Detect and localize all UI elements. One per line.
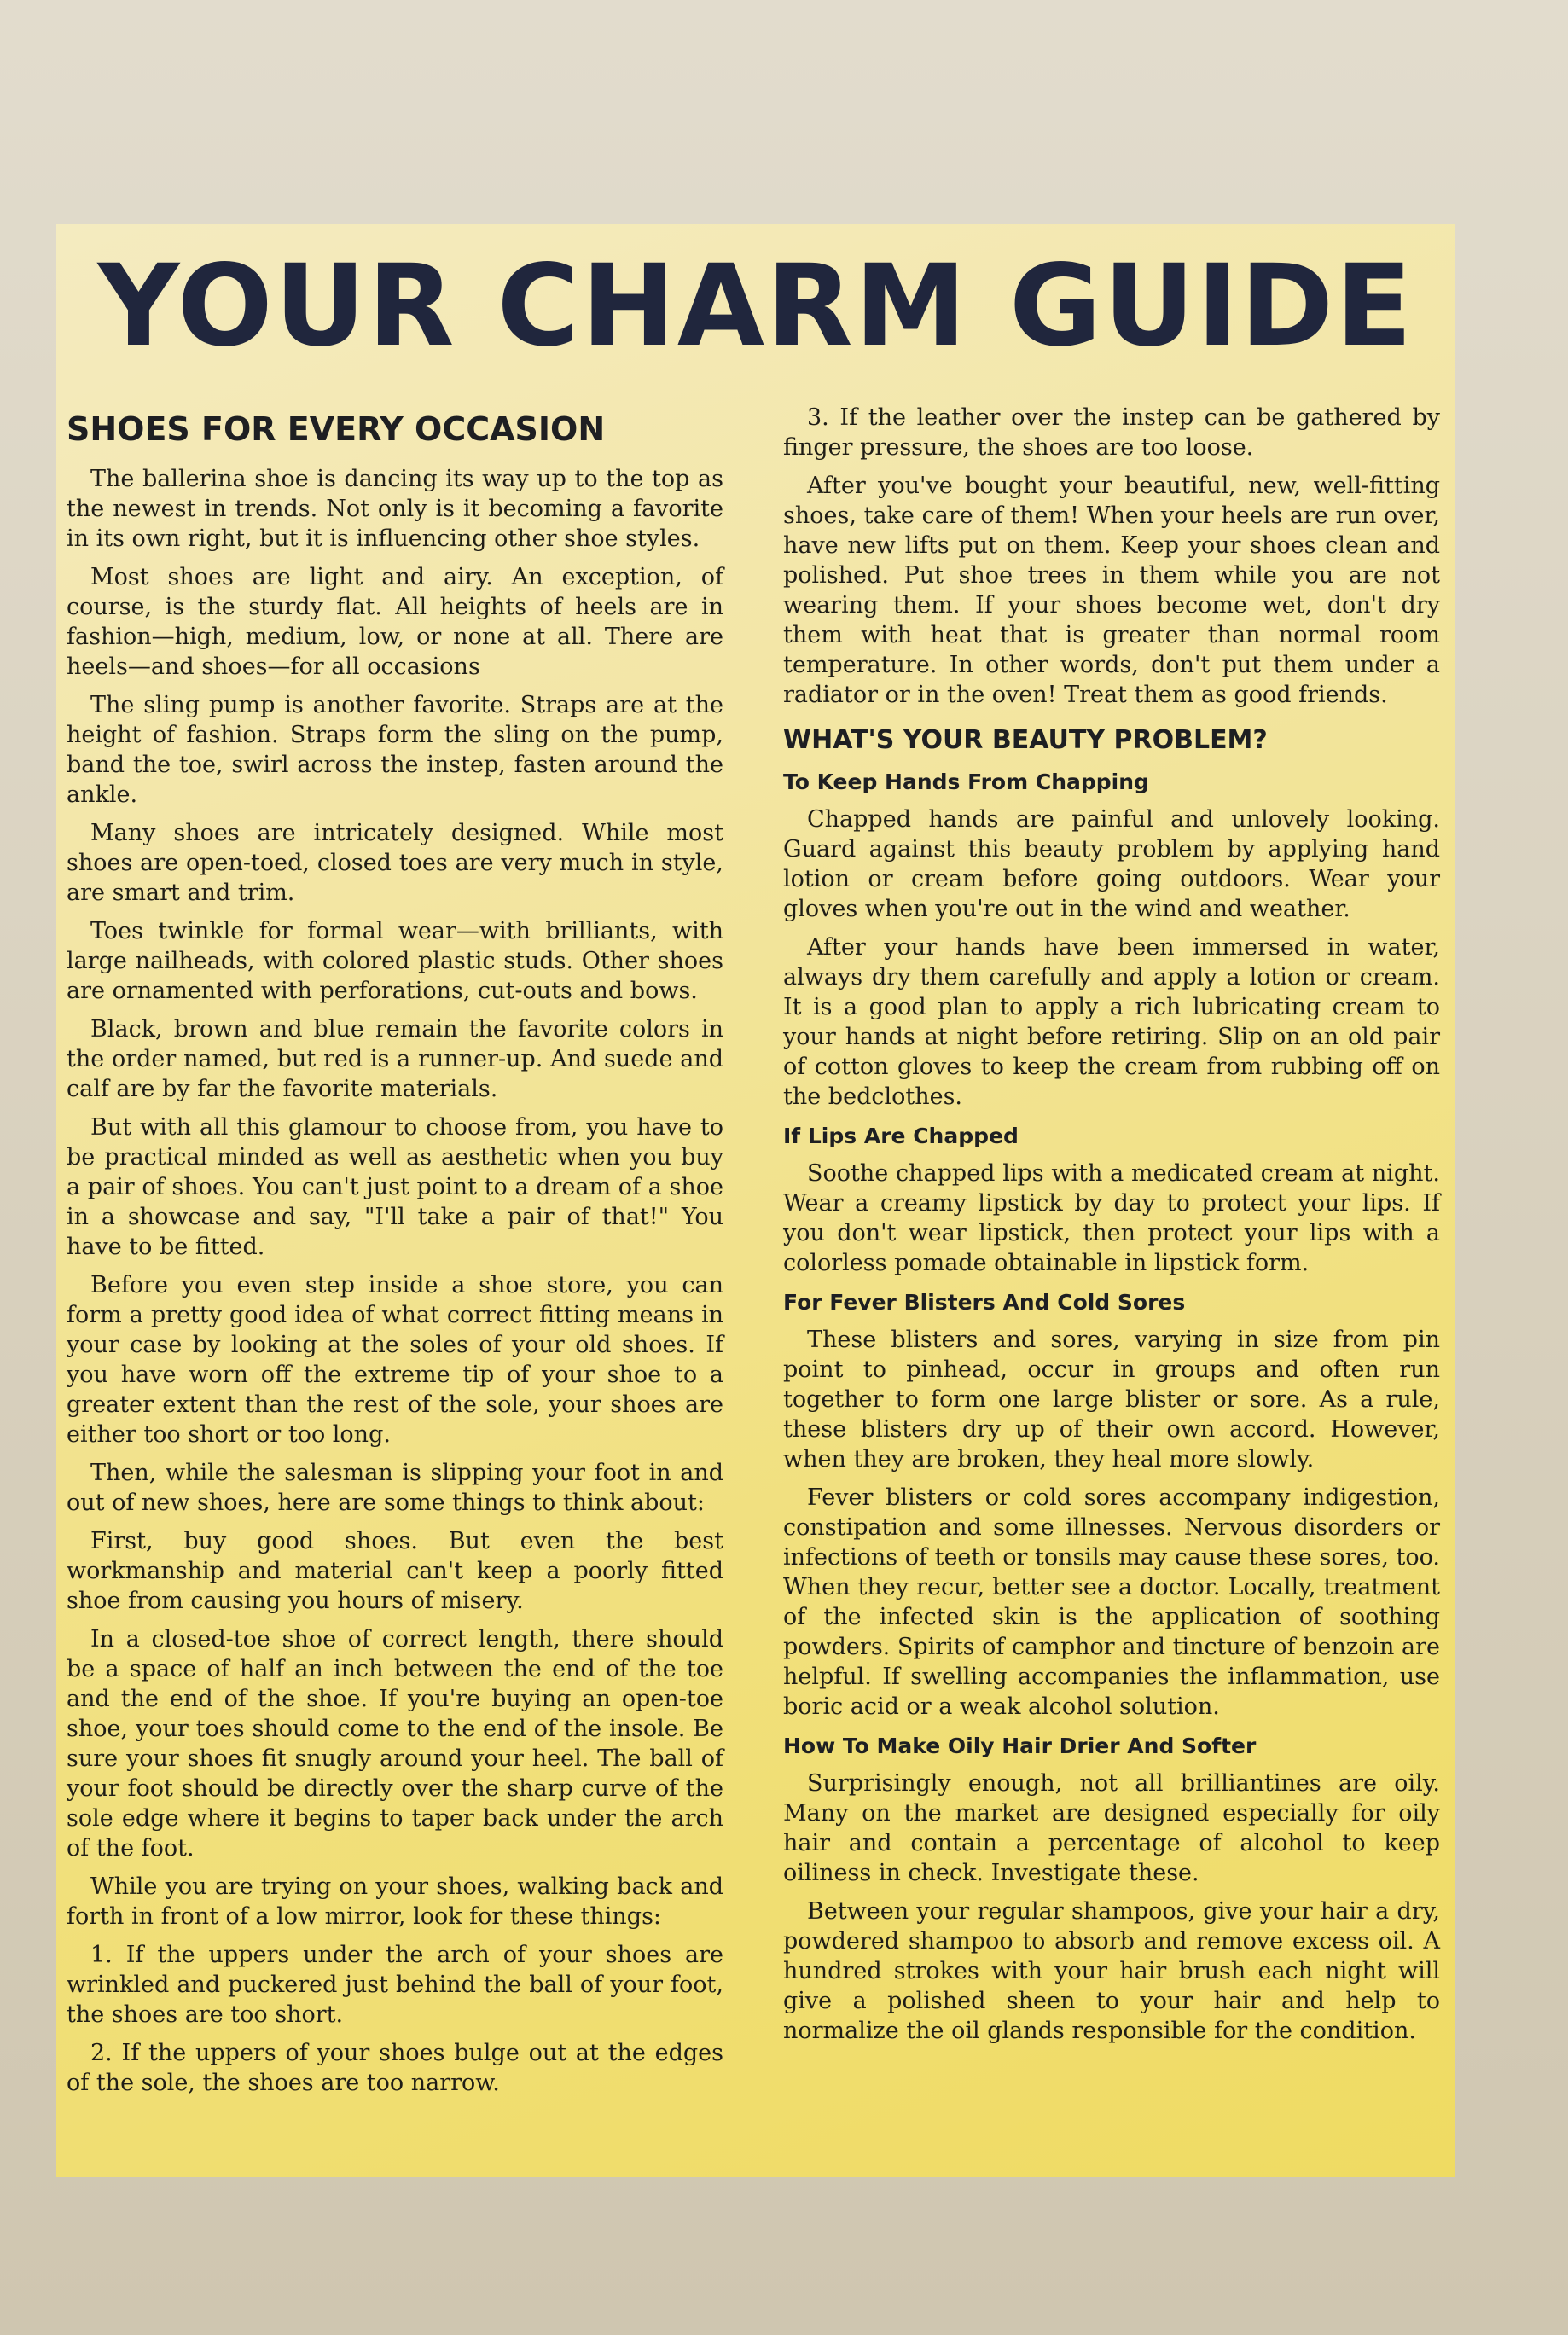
charm-guide-panel bbox=[56, 224, 1455, 2177]
paragraph: The ballerina shoe is dancing its way up to the top as the newest in trends. Not only is it becoming a favorite in its own right, but it is influencing other shoe styles. bbox=[67, 466, 723, 552]
paragraph: Black, brown and blue remain the favorite colors in the order named, but red is a runner-up. And suede and calf are by far the favorite materials. bbox=[67, 1016, 723, 1102]
paragraph: Between your regular shampoos, give your hair a dry, powdered shampoo to absorb and remove excess oil. A hundred strokes with your hair brush each night will give a polished sheen to your hair and help to normalize the oil glands responsible for the condition. bbox=[783, 1898, 1440, 2044]
paragraph: In a closed-toe shoe of correct length, there should be a space of half an inch between the end of the toe and the end of the shoe. If you're buying an open-toe shoe, your toes should come to the end of the insole. Be sure your shoes fit snugly around your heel. The ball of your foot should be directly over the sharp curve of the sole edge where it begins to taper back under the arch of the foot. bbox=[67, 1626, 723, 1862]
paragraph: While you are trying on your shoes, walking back and forth in front of a low mirror, look for these things: bbox=[67, 1873, 723, 1930]
paragraph: 2. If the uppers of your shoes bulge out at the edges of the sole, the shoes are too narrow. bbox=[67, 2040, 723, 2096]
paragraph: Chapped hands are painful and unlovely looking. Guard against this beauty problem by applying hand lotion or cream before going outdoors. Wear your gloves when you're out in the wind and weather. bbox=[783, 806, 1440, 922]
beauty-heading: WHAT'S YOUR BEAUTY PROBLEM? bbox=[783, 725, 1268, 755]
paragraph: Soothe chapped lips with a medicated cream at night. Wear a creamy lipstick by day to protect your lips. If you don't wear lipstick, then protect your lips with a colorless pomade obtainable in lipstick form. bbox=[783, 1160, 1440, 1276]
paragraph: These blisters and sores, varying in size from pin point to pinhead, occur in groups and often run together to form one large blister or sore. As a rule, these blisters dry up of their own accord. However, when they are broken, they heal more slowly. bbox=[783, 1327, 1440, 1472]
paragraph: Most shoes are light and airy. An exception, of course, is the sturdy flat. All heights of heels are in fashion—high, medium, low, or none at all. There are heels—and shoes—for all occasions bbox=[67, 564, 723, 680]
paragraph: After you've bought your beautiful, new, well-fitting shoes, take care of them! When your heels are run over, have new lifts put on them. Keep your shoes clean and polished. Put shoe trees in them while you are not wearing them. If your shoes become wet, don't dry them with heat that is greater than normal room temperature. In other words, don't put them under a radiator or in the oven! Treat them as good friends. bbox=[783, 473, 1440, 708]
paragraph: 3. If the leather over the instep can be gathered by finger pressure, the shoes are too loose. bbox=[783, 404, 1440, 461]
paragraph: But with all this glamour to choose from, you have to be practical minded as well as aesthetic when you buy a pair of shoes. You can't just point to a dream of a shoe in a showcase and say, "I'll take a pair of that!" You have to be fitted. bbox=[67, 1114, 723, 1260]
fever-subheading: For Fever Blisters And Cold Sores bbox=[783, 1290, 1186, 1315]
left-column bbox=[67, 403, 723, 2106]
paragraph: Surprisingly enough, not all brilliantines are oily. Many on the market are designed especially for oily hair and contain a percentage of alcohol to keep oiliness in check. Investigate these. bbox=[783, 1770, 1440, 1886]
paragraph: First, buy good shoes. But even the best workmanship and material can't keep a poorly fitted shoe from causing you hours of misery. bbox=[67, 1528, 723, 1614]
paragraph: Fever blisters or cold sores accompany indigestion, constipation and some illnesses. Nervous disorders or infections of teeth or tonsils may cause these sores, too. When they recur, better see a doctor. Locally, treatment of the infected skin is the application of soothing powders. Spirits of camphor and tincture of benzoin are helpful. If swelling accompanies the inflammation, use boric acid or a weak alcohol solution. bbox=[783, 1484, 1440, 1720]
lips-subheading: If Lips Are Chapped bbox=[783, 1124, 1019, 1148]
hands-subheading: To Keep Hands From Chapping bbox=[783, 770, 1149, 794]
paragraph: Toes twinkle for formal wear—with brilliants, with large nailheads, with colored plastic studs. Other shoes are ornamented with perforations, cut-outs and bows. bbox=[67, 918, 723, 1004]
paragraph: Many shoes are intricately designed. While most shoes are open-toed, closed toes are very much in style, are smart and trim. bbox=[67, 820, 723, 906]
hair-subheading: How To Make Oily Hair Drier And Softer bbox=[783, 1734, 1257, 1758]
paragraph: After your hands have been immersed in water, always dry them carefully and apply a lotion or cream. It is a good plan to apply a rich lubricating cream to your hands at night before retiring. Slip on an old pair of cotton gloves to keep the cream from rubbing off on the bedclothes. bbox=[783, 934, 1440, 1110]
paragraph: Then, while the salesman is slipping your foot in and out of new shoes, here are some things to think about: bbox=[67, 1460, 723, 1516]
paragraph: The sling pump is another favorite. Straps are at the height of fashion. Straps form the sling on the pump, band the toe, swirl across the instep, fasten around the ankle. bbox=[67, 692, 723, 808]
page-title: YOUR CHARM GUIDE bbox=[97, 241, 1414, 372]
paragraph: Before you even step inside a shoe store, you can form a pretty good idea of what correct fitting means in your case by looking at the soles of your old shoes. If you have worn off the extreme tip of your shoe to a greater extent than the rest of the sole, your shoes are either too short or too long. bbox=[67, 1272, 723, 1448]
paragraph: 1. If the uppers under the arch of your shoes are wrinkled and puckered just behind the ball of your foot, the shoes are too short. bbox=[67, 1942, 723, 2028]
right-column bbox=[783, 403, 1440, 2054]
shoes-heading: SHOES FOR EVERY OCCASION bbox=[67, 410, 606, 448]
